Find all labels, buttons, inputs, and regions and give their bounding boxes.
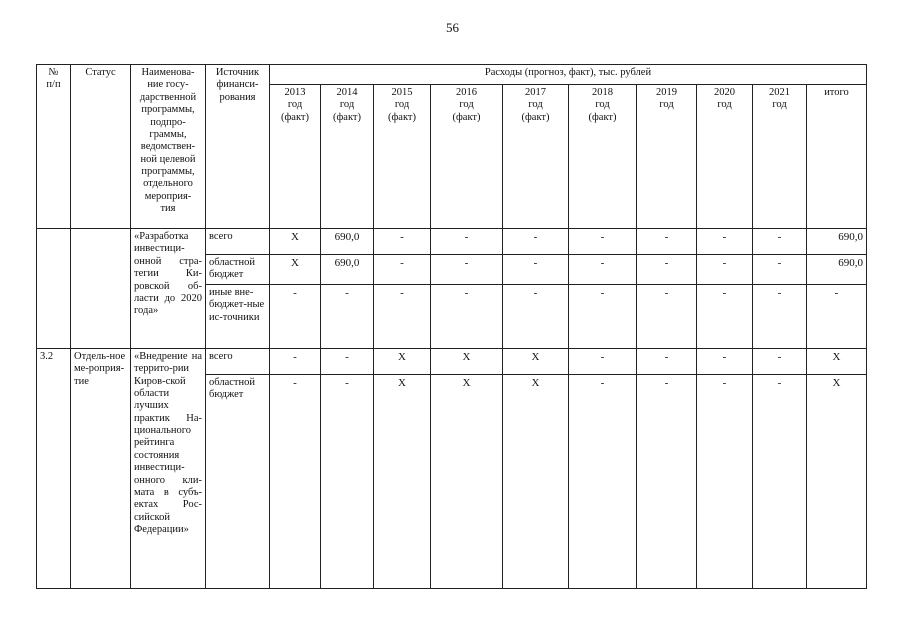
value-cell: - xyxy=(374,229,431,255)
total-cell: Х xyxy=(807,374,867,588)
value-cell: Х xyxy=(503,374,569,588)
total-cell: 690,0 xyxy=(807,229,867,255)
header-year-2017: 2017 год (факт) xyxy=(503,85,569,229)
value-cell: - xyxy=(569,255,637,285)
total-cell: - xyxy=(807,284,867,348)
header-year-2016: 2016 год (факт) xyxy=(431,85,503,229)
header-year-2018: 2018 год (факт) xyxy=(569,85,637,229)
value-cell: - xyxy=(753,229,807,255)
row-status: Отдель-ное ме-роприя-тие xyxy=(71,348,131,588)
value-cell: - xyxy=(569,229,637,255)
value-cell: - xyxy=(503,284,569,348)
value-cell: - xyxy=(753,374,807,588)
budget-table xyxy=(36,64,867,589)
value-cell: Х xyxy=(374,348,431,374)
value-cell: - xyxy=(270,374,321,588)
header-status: Статус xyxy=(71,65,131,229)
row-source: иные вне-бюджет-ные ис-точники xyxy=(206,284,270,348)
value-cell: - xyxy=(753,348,807,374)
page-number: 56 xyxy=(446,20,459,35)
value-cell: - xyxy=(431,229,503,255)
total-cell: 690,0 xyxy=(807,255,867,285)
value-cell: - xyxy=(697,255,753,285)
value-cell: - xyxy=(321,284,374,348)
value-cell: - xyxy=(321,348,374,374)
value-cell: - xyxy=(637,284,697,348)
header-expenses: Расходы (прогноз, факт), тыс. рублей xyxy=(270,65,867,85)
header-source: Источник финанси- рования xyxy=(206,65,270,229)
row-status xyxy=(71,229,131,349)
header-year-2015: 2015 год (факт) xyxy=(374,85,431,229)
value-cell: - xyxy=(637,348,697,374)
value-cell: Х xyxy=(431,374,503,588)
value-cell: Х xyxy=(431,348,503,374)
table-row xyxy=(37,348,867,374)
value-cell: - xyxy=(503,229,569,255)
value-cell: - xyxy=(270,348,321,374)
value-cell: - xyxy=(637,374,697,588)
value-cell: - xyxy=(569,348,637,374)
value-cell: - xyxy=(569,374,637,588)
value-cell: - xyxy=(697,348,753,374)
value-cell: - xyxy=(374,255,431,285)
row-name: «Разработка инвестици-онной стра-тегии Ки-ровской об-ласти до 2020 года» xyxy=(131,229,206,349)
value-cell: Х xyxy=(503,348,569,374)
value-cell: - xyxy=(503,255,569,285)
value-cell: - xyxy=(270,284,321,348)
value-cell: Х xyxy=(270,255,321,285)
header-num: № п/п xyxy=(37,65,71,229)
value-cell: 690,0 xyxy=(321,229,374,255)
value-cell: - xyxy=(697,374,753,588)
value-cell: - xyxy=(431,284,503,348)
value-cell: 690,0 xyxy=(321,255,374,285)
row-name: «Внедрение на террито-рии Киров-ской области лучших практик На-ционального рейтинга состояния инвестици-онного кли-мата в субъ-ектах Рос-сийской Федерации» xyxy=(131,348,206,588)
value-cell: Х xyxy=(374,374,431,588)
header-year-2020: 2020 год xyxy=(697,85,753,229)
value-cell: Х xyxy=(270,229,321,255)
row-source: всего xyxy=(206,229,270,255)
value-cell: - xyxy=(431,255,503,285)
header-row-top xyxy=(37,65,867,85)
value-cell: - xyxy=(637,255,697,285)
header-year-2013: 2013 год (факт) xyxy=(270,85,321,229)
row-source: всего xyxy=(206,348,270,374)
row-source: областной бюджет xyxy=(206,374,270,588)
table-row xyxy=(37,229,867,255)
row-source: областной бюджет xyxy=(206,255,270,285)
row-num xyxy=(37,229,71,349)
value-cell: - xyxy=(637,229,697,255)
value-cell: - xyxy=(569,284,637,348)
value-cell: - xyxy=(753,284,807,348)
header-year-2021: 2021 год xyxy=(753,85,807,229)
row-num: 3.2 xyxy=(37,348,71,588)
header-total: итого xyxy=(807,85,867,229)
value-cell: - xyxy=(697,284,753,348)
header-year-2019: 2019 год xyxy=(637,85,697,229)
value-cell: - xyxy=(374,284,431,348)
header-year-2014: 2014 год (факт) xyxy=(321,85,374,229)
value-cell: - xyxy=(321,374,374,588)
value-cell: - xyxy=(697,229,753,255)
total-cell: Х xyxy=(807,348,867,374)
header-name: Наименова- ние госу- дарственной программы, подпро- граммы, ведомствен- ной целевой программы, отдельного мероприя- тия xyxy=(131,65,206,229)
value-cell: - xyxy=(753,255,807,285)
